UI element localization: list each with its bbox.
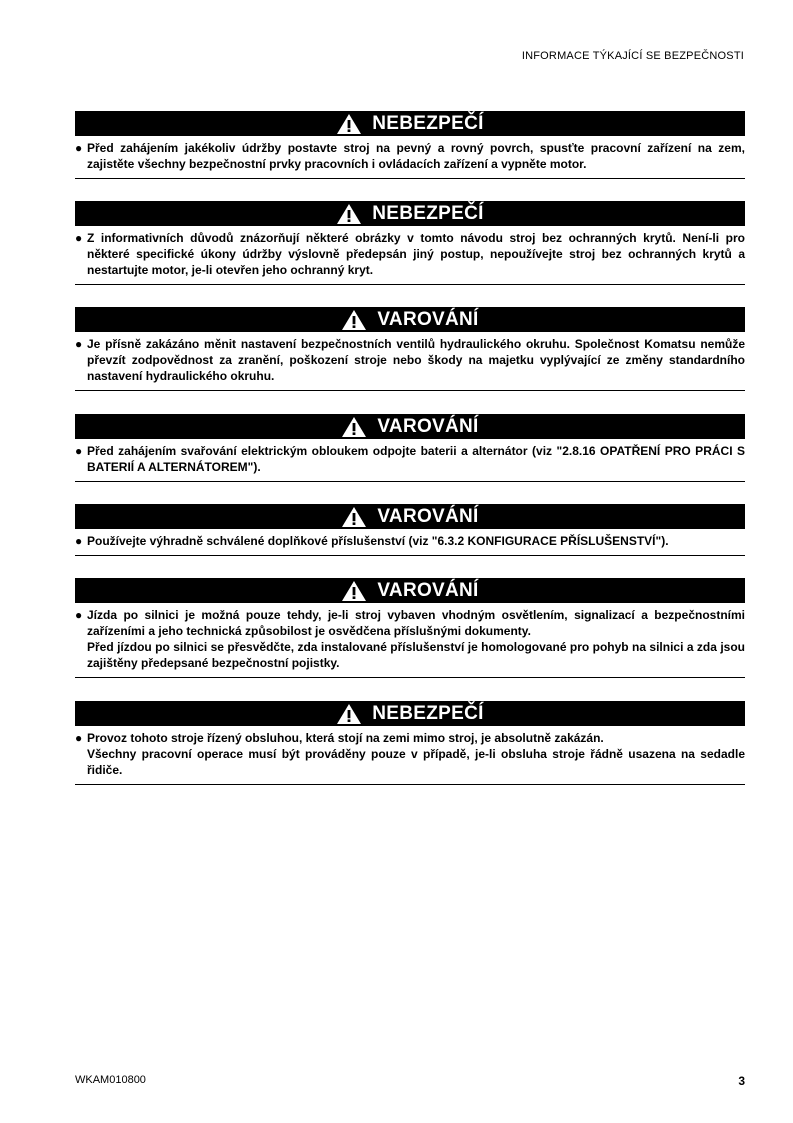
warning-title: VAROVÁNÍ — [377, 309, 479, 330]
warning-header — [75, 201, 745, 226]
warning-body — [75, 136, 745, 178]
warning-title: NEBEZPEČÍ — [372, 703, 484, 724]
warning-text: Před zahájením jakékoliv údržby postavte stroj na pevný a rovný povrch, spusťte pracovní zařízení na zem, zajistěte všechny bezpečnostní prvky pracovních i ovládacích zařízení a vypněte motor. — [87, 141, 745, 171]
alert-triangle-icon — [336, 703, 362, 725]
warning-item — [75, 730, 745, 778]
warning-header — [75, 578, 745, 603]
warning-item — [75, 140, 745, 172]
warning-text: Je přísně zakázáno měnit nastavení bezpečnostních ventilů hydraulického okruhu. Společnost Komatsu nemůže převzít zodpovědnost za zranění, poškození stroje nebo škody na majetku vyplývající ze změny standardního nastavení hydraulického okruhu. — [87, 337, 745, 383]
warning-item — [75, 230, 745, 278]
warning-title: VAROVÁNÍ — [377, 506, 479, 527]
bullet: ● — [75, 534, 83, 548]
bullet: ● — [75, 337, 83, 351]
warning-text: Používejte výhradně schválené doplňkové příslušenství (viz "6.3.2 KONFIGURACE PŘÍSLUŠENSTVÍ"). — [87, 534, 669, 548]
warning-text: Provoz tohoto stroje řízený obsluhou, která stojí na zemi mimo stroj, je absolutně zakázán. — [87, 731, 604, 745]
warning-box — [75, 414, 745, 482]
warning-title: VAROVÁNÍ — [377, 416, 479, 437]
warning-text: Všechny pracovní operace musí být prováděny pouze v případě, je-li obsluha stroje řádně usazena na sedadle řidiče. — [87, 747, 745, 777]
danger-box — [75, 111, 745, 179]
bullet: ● — [75, 231, 83, 245]
warning-item — [75, 607, 745, 671]
warning-header — [75, 414, 745, 439]
alert-triangle-icon — [336, 203, 362, 225]
warning-text: Před jízdou po silnici se přesvědčte, zda instalované příslušenství je homologované pro pohyb na silnici a zda jsou zajištěny předepsané bezpečnostní pojistky. — [87, 640, 745, 670]
bullet: ● — [75, 731, 83, 745]
warning-title: NEBEZPEČÍ — [372, 113, 484, 134]
warning-item — [75, 336, 745, 384]
warning-body — [75, 332, 745, 390]
warning-header — [75, 701, 745, 726]
running-header: INFORMACE TÝKAJÍCÍ SE BEZPEČNOSTI — [521, 50, 744, 62]
warning-header — [75, 111, 745, 136]
bullet: ● — [75, 141, 83, 155]
warning-header — [75, 307, 745, 332]
bullet: ● — [75, 608, 83, 622]
page-footer — [75, 1074, 745, 1088]
warning-text: Před zahájením svařování elektrickým obloukem odpojte baterii a alternátor (viz "2.8.16 OPATŘENÍ PRO PRÁCI S BATERIÍ A ALTERNÁTOREM"). — [87, 444, 745, 474]
warning-box — [75, 504, 745, 556]
warning-body — [75, 226, 745, 284]
warning-text: Jízda po silnici je možná pouze tehdy, je-li stroj vybaven vhodným osvětlením, signalizací a bezpečnostními zařízeními a jeho technická způsobilost je osvědčena příslušnými dokumenty. — [87, 608, 745, 638]
warning-item — [75, 443, 745, 475]
warning-box — [75, 578, 745, 678]
alert-triangle-icon — [341, 416, 367, 438]
document-code: WKAM010800 — [75, 1074, 146, 1086]
alert-triangle-icon — [336, 113, 362, 135]
warning-title: NEBEZPEČÍ — [372, 203, 484, 224]
page-number: 3 — [738, 1074, 745, 1088]
warning-body — [75, 529, 745, 555]
alert-triangle-icon — [341, 309, 367, 331]
warning-body — [75, 726, 745, 784]
alert-triangle-icon — [341, 506, 367, 528]
warning-body — [75, 439, 745, 481]
warning-item — [75, 533, 745, 549]
danger-box — [75, 701, 745, 785]
danger-box — [75, 201, 745, 285]
alert-triangle-icon — [341, 580, 367, 602]
warning-box — [75, 307, 745, 391]
warning-body — [75, 603, 745, 677]
warning-header — [75, 504, 745, 529]
bullet: ● — [75, 444, 83, 458]
warning-text: Z informativních důvodů znázorňují některé obrázky v tomto návodu stroj bez ochranných krytů. Není-li pro některé specifické úkony údržby výslovně předepsán jiný postup, nepoužívejte stroj bez ochranných krytů a nestartujte motor, je-li otevřen jeho ochranný kryt. — [87, 231, 745, 277]
warning-title: VAROVÁNÍ — [377, 580, 479, 601]
